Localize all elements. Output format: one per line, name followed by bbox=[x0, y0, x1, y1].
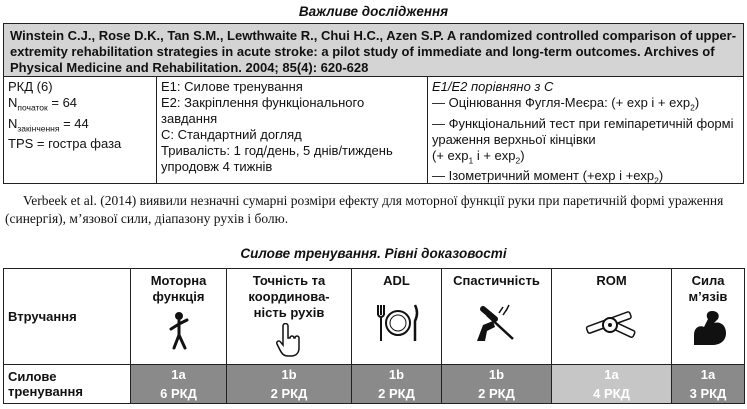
reflex-hammer-icon bbox=[473, 303, 521, 343]
group-e2: E2: Закріплення функціонального завдання bbox=[161, 95, 365, 126]
study-box-title: Важливе дослідження bbox=[298, 4, 449, 19]
column-rom: ROM bbox=[552, 269, 672, 365]
row-label-strength-training: Силове тренування bbox=[4, 365, 131, 404]
table-corner: Втручання bbox=[4, 269, 131, 365]
goniometer-icon bbox=[582, 303, 642, 343]
evidence-table-title: Силове тренування. Рівні доказовості bbox=[240, 246, 507, 261]
cell-spasticity: 1b 2 РКД bbox=[442, 365, 552, 404]
tps: TPS = гостра фаза bbox=[8, 136, 122, 152]
flexed-arm-icon bbox=[688, 307, 728, 347]
outcome-functional-test: — Функціональний тест при геміпаретичній формі ураження верхньої кінцівки bbox=[432, 115, 734, 147]
study-groups-cell bbox=[157, 77, 428, 183]
study-design-cell bbox=[4, 77, 157, 183]
table-row bbox=[4, 365, 745, 404]
column-adl: ADL bbox=[352, 269, 442, 365]
column-motor-function: Моторна функція bbox=[131, 269, 227, 365]
evidence-table bbox=[3, 268, 745, 404]
study-outcomes-cell bbox=[428, 77, 743, 186]
cell-muscle-strength: 1a 3 РКД bbox=[672, 365, 745, 404]
pointing-hand-icon bbox=[274, 323, 304, 357]
outcomes-heading: E1/E2 порівняно з C bbox=[432, 79, 554, 94]
study-type: РКД (6) bbox=[8, 79, 53, 94]
column-precision-coordination: Точність та координова-ність рухів bbox=[227, 269, 352, 365]
cell-motor-function: 1a 6 РКД bbox=[131, 365, 227, 404]
figure-icon bbox=[164, 311, 194, 351]
column-muscle-strength: Сила м’язів bbox=[672, 269, 745, 365]
n-start: $N_{початок} = 64$ bbox=[8, 95, 78, 113]
study-citation: Winstein C.J., Rose D.K., Tan S.M., Lewthwaite R., Chui H.C., Azen S.P. A randomized controlled comparison of upper-extremity rehabilitation strategies in acute stroke: a pilot study of immediate and long-term outcomes. Archives of Physical Medicine and Rehabilitation. 2004; 85(4): 620-628 bbox=[4, 24, 743, 77]
outcome-isometric-moment: — Ізометричний момент (+exp $i +\exp_2$) bbox=[432, 168, 664, 186]
n-end: $N_{закінчення} = 44$ bbox=[8, 115, 89, 134]
duration: Тривалість: 1 год/день, 5 днів/тиждень упродовж 4 тижнів bbox=[161, 143, 393, 174]
table-header-row bbox=[4, 269, 745, 365]
cell-precision-coordination: 1b 2 РКД bbox=[227, 365, 352, 404]
group-e1: E1: Силове тренування bbox=[161, 79, 303, 94]
outcome-fugl-meyer: — Оцінювання Фугля-Меєра: (+ $\exp i + \exp_2$) bbox=[432, 95, 700, 113]
study-box bbox=[3, 23, 744, 184]
outcome-functional-test-result: (+ $\exp_1 i + \exp_2$) bbox=[432, 147, 525, 166]
cell-rom: 1a 4 РКД bbox=[552, 365, 672, 404]
column-spasticity: Спастичність bbox=[442, 269, 552, 365]
body-paragraph: Verbeek et al. (2014) виявили незначні сумарні розміри ефекту для моторної функції руки при паретичній формі ураження (синергія), м’язової сили, діапазону рухів і болю. bbox=[5, 193, 724, 226]
group-c: C: Стандартний догляд bbox=[161, 127, 302, 142]
cell-adl: 1b 2 РКД bbox=[352, 365, 442, 404]
cutlery-icon bbox=[372, 303, 422, 343]
